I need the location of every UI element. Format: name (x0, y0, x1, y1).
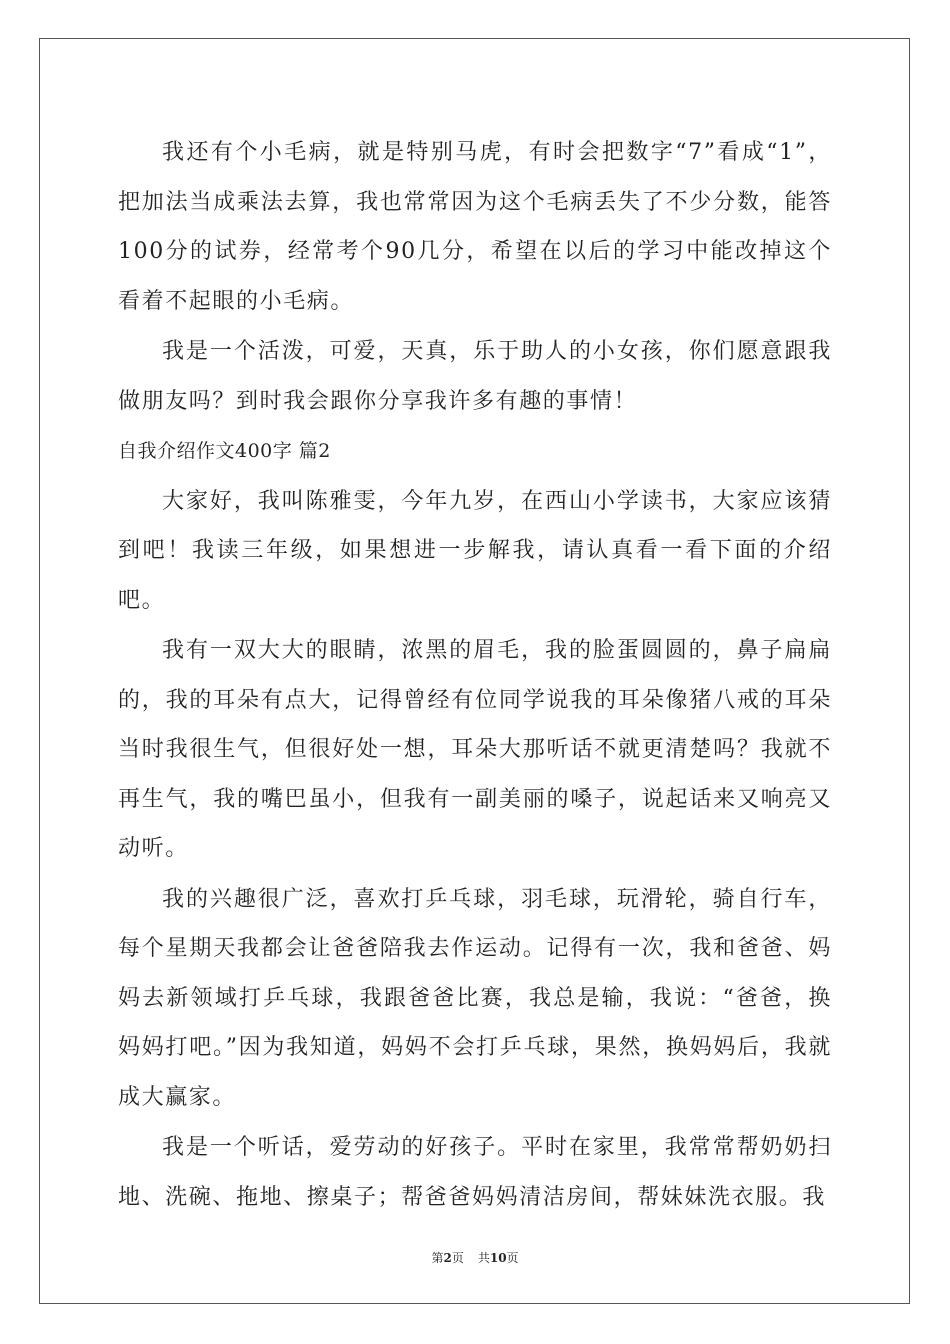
paragraph: 大家好，我叫陈雅雯，今年九岁，在西山小学读书，大家应该猜到吧！我读三年级，如果想进一步解我，请认真看一看下面的介绍吧。 (118, 488, 832, 613)
paragraph: 我是一个听话，爱劳动的好孩子。平时在家里，我常常帮奶奶扫地、洗碗、拖地、擦桌子；帮爸爸妈妈清洁房间，帮妹妹洗衣服。我 (118, 1135, 832, 1210)
paragraph: 我有一双大大的眼睛，浓黑的眉毛，我的脸蛋圆圆的，鼻子扁扁的，我的耳朵有点大，记得曾经有位同学说我的耳朵像猪八戒的耳朵当时我很生气，但很好处一想，耳朵大那听话不就更清楚吗？我就不再生气，我的嘴巴虽小，但我有一副美丽的嗓子，说起话来又响亮又动听。 (118, 638, 832, 861)
section-heading: 自我介绍作文400字 篇2 (118, 440, 331, 462)
paragraph: 我是一个活泼，可爱，天真，乐于助人的小女孩，你们愿意跟我做朋友吗？到时我会跟你分享我许多有趣的事情！ (118, 339, 832, 414)
page-footer (0, 1249, 950, 1266)
paragraph: 我还有个小毛病，就是特别马虎，有时会把数字“7”看成“1”，把加法当成乘法去算，我也常常因为这个毛病丢失了不少分数，能答100分的试券，经常考个90几分，希望在以后的学习中能改掉这个看着不起眼的小毛病。 (118, 140, 832, 314)
document-body (118, 128, 832, 1223)
paragraph: 我的兴趣很广泛，喜欢打乒乓球，羽毛球，玩滑轮，骑自行车，每个星期天我都会让爸爸陪我去作运动。记得有一次，我和爸爸、妈妈去新领域打乒乓球，我跟爸爸比赛，我总是输，我说：“爸爸，换妈妈打吧。”因为我知道，妈妈不会打乒乓球，果然，换妈妈后，我就成大赢家。 (118, 886, 832, 1110)
page-total: 共10页 (477, 1251, 519, 1265)
page-number: 第2页 (431, 1251, 464, 1265)
